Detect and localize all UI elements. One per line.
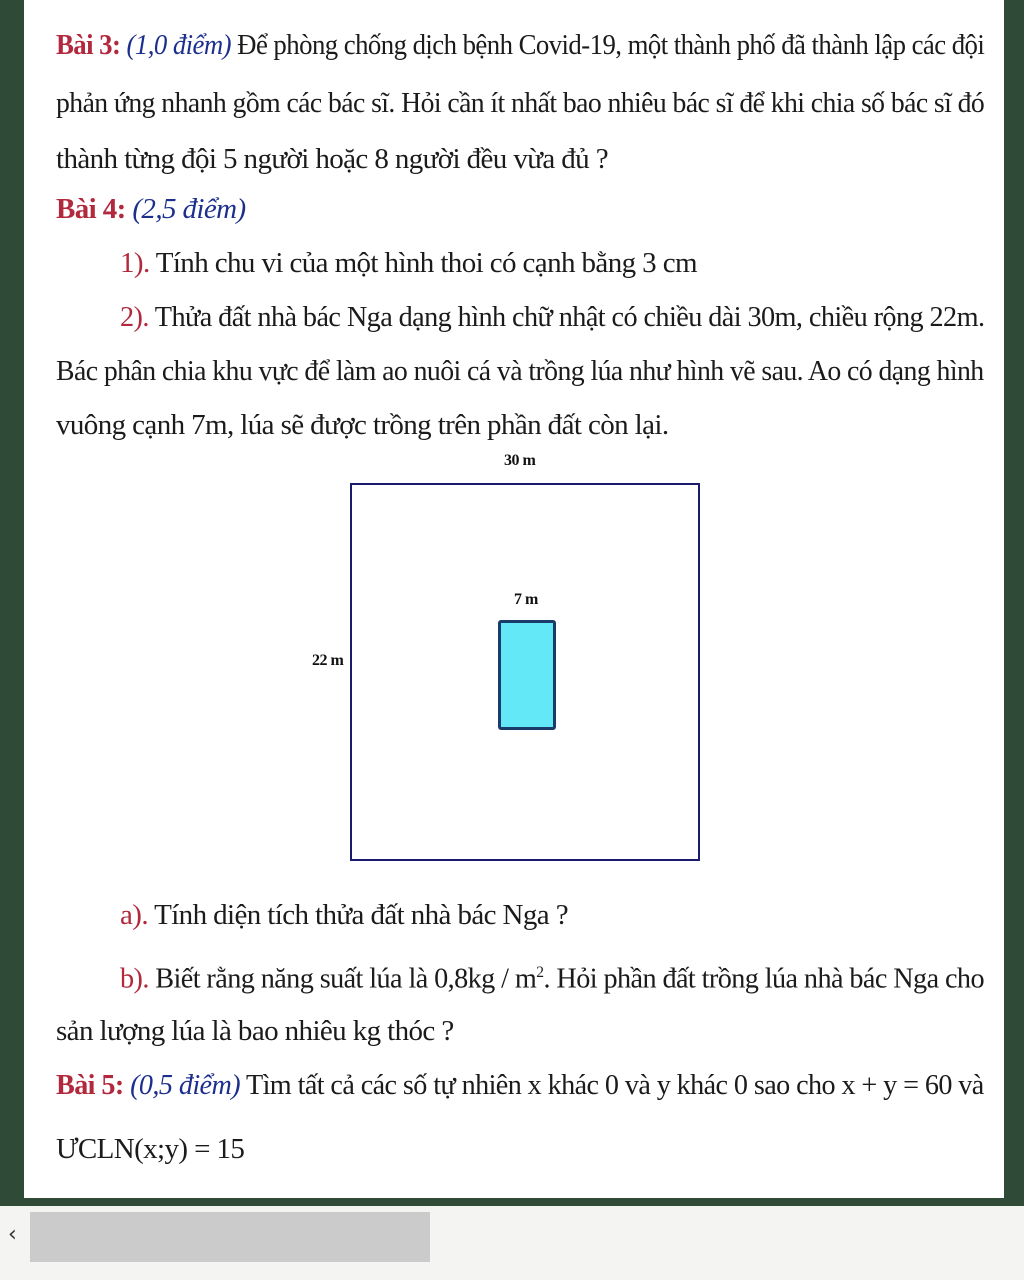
bai4-label: Bài 4:: [56, 193, 126, 225]
question-b-exponent: 2: [536, 964, 544, 981]
bai4-part-1: [120, 246, 984, 280]
bai5-text-1: Tìm tất cả các số tự nhiên x khác 0 và y khác 0 sao cho x + y = 60 và: [240, 1069, 984, 1101]
bai5-label: Bài 5:: [56, 1069, 124, 1101]
bai4-header: [56, 192, 984, 226]
question-a-number: a).: [120, 899, 148, 931]
bai4-part-1-number: 1).: [120, 247, 150, 279]
bai3-text-1: Để phòng chống dịch bệnh Covid-19, một thành phố đã thành lập các đội: [231, 29, 985, 61]
land-width-label: 22 m: [312, 652, 344, 669]
bai4-part-2-text-1: Thửa đất nhà bác Nga dạng hình chữ nhật có chiều dài 30m, chiều rộng 22m.: [148, 301, 985, 333]
question-a-text: Tính diện tích thửa đất nhà bác Nga ?: [147, 899, 568, 931]
bai5-line-1: [56, 1068, 984, 1102]
document-page: [24, 0, 1004, 1198]
question-b-number: b).: [120, 962, 149, 995]
bai3-line-3: thành từng đội 5 người hoặc 8 người đều vừa đủ ?: [56, 143, 609, 175]
bai3-line-1: [56, 28, 985, 62]
bai5-score: (0,5 điểm): [130, 1069, 241, 1101]
bai4-score: (2,5 điểm): [132, 193, 246, 225]
bai3-line-2: phản ứng nhanh gồm các bác sĩ. Hỏi cần ít nhất bao nhiêu bác sĩ để khi chia số bác sĩ đó: [56, 87, 985, 119]
question-b-text-2: . Hỏi phần đất trồng lúa nhà bác Nga cho: [543, 962, 984, 995]
bai4-part-2-line-3: vuông cạnh 7m, lúa sẽ được trồng trên phần đất còn lại.: [56, 409, 669, 441]
question-b-text-1: Biết rằng năng suất lúa là 0,8kg / m: [148, 962, 537, 995]
bai4-part-2-line-1: [120, 300, 985, 334]
bai3-score: (1,0 điểm): [126, 29, 232, 61]
bai4-part-2-number: 2).: [120, 301, 149, 333]
bai4-question-a: [120, 898, 984, 932]
horizontal-scrollbar[interactable]: [30, 1212, 430, 1262]
bai4-part-1-text: Tính chu vi của một hình thoi có cạnh bằng 3 cm: [149, 247, 697, 279]
land-length-label: 30 m: [504, 452, 536, 469]
bai4-question-b-line-1: [120, 956, 984, 996]
bai5-line-2: ƯCLN(x;y) = 15: [56, 1133, 245, 1165]
pond-side-label: 7 m: [514, 591, 538, 608]
scroll-left-arrow-icon[interactable]: ‹: [8, 1222, 17, 1247]
bai4-part-2-line-2: Bác phân chia khu vực để làm ao nuôi cá và trồng lúa như hình vẽ sau. Ao có dạng hình: [56, 355, 984, 387]
pond-square: [498, 620, 556, 730]
bai4-question-b-line-2: sản lượng lúa là bao nhiêu kg thóc ?: [56, 1015, 454, 1047]
bai3-label: Bài 3:: [56, 29, 121, 61]
